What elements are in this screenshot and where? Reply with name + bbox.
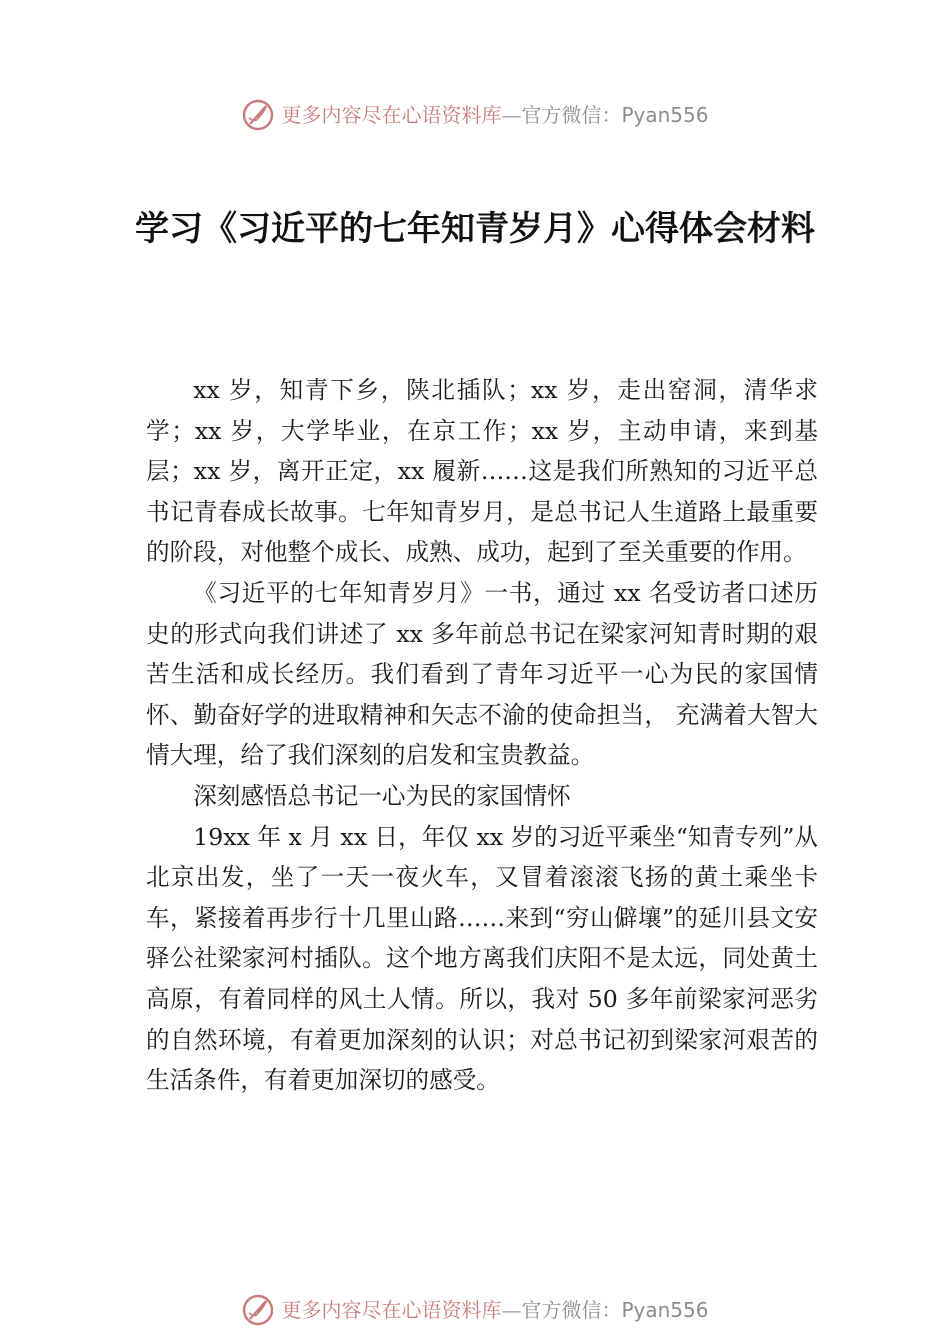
document-body xyxy=(146,370,818,1101)
watermark-wechat-text: 官方微信：Pyan556 xyxy=(521,103,709,127)
body-paragraph: xx 岁，知青下乡，陕北插队；xx 岁，走出窑洞，清华求学；xx 岁，大学毕业，在京工作；xx 岁，主动申请，来到基层；xx 岁，离开正定，xx 履新……这是我们所熟知的习近平总书记青春成长故事。七年知青岁月，是总书记人生道路上最重要的阶段，对他整个成长、成熟、成功，起到了至关重要的作用。 xyxy=(146,376,818,567)
watermark-site-text: 更多内容尽在心语资料库 xyxy=(281,103,502,127)
section-heading: 深刻感悟总书记一心为民的家国情怀 xyxy=(193,781,571,810)
quill-logo-icon xyxy=(241,1293,275,1327)
watermark-wechat-text: 官方微信：Pyan556 xyxy=(521,1298,709,1322)
quill-logo-icon xyxy=(241,98,275,132)
document-title: 学习《习近平的七年知青岁月》心得体会材料 xyxy=(135,209,815,249)
body-paragraph: 19xx 年 x 月 xx 日，年仅 xx 岁的习近平乘坐“知青专列”从北京出发，坐了一天一夜火车，又冒着滚滚飞扬的黄土乘坐卡车，紧接着再步行十几里山路……来到“穷山僻壤”的延川县文安驿公社梁家河村插队。这个地方离我们庆阳不是太远，同处黄土高原，有着同样的风土人情。所以，我对 50 多年前梁家河恶劣的自然环境，有着更加深刻的认识；对总书记初到梁家河艰苦的生活条件，有着更加深切的感受。 xyxy=(146,822,818,1095)
watermark-separator: — xyxy=(501,103,522,127)
header-watermark xyxy=(0,95,950,135)
watermark-site-text: 更多内容尽在心语资料库 xyxy=(281,1298,502,1322)
body-paragraph: 《习近平的七年知青岁月》一书，通过 xx 名受访者口述历史的形式向我们讲述了 xx 多年前总书记在梁家河知青时期的艰苦生活和成长经历。我们看到了青年习近平一心为民的家国情怀、勤奋好学的进取精神和矢志不渝的使命担当， 充满着大智大情大理，给了我们深刻的启发和宝贵教益。 xyxy=(146,578,818,770)
footer-watermark xyxy=(0,1290,950,1330)
watermark-separator: — xyxy=(501,1298,522,1322)
